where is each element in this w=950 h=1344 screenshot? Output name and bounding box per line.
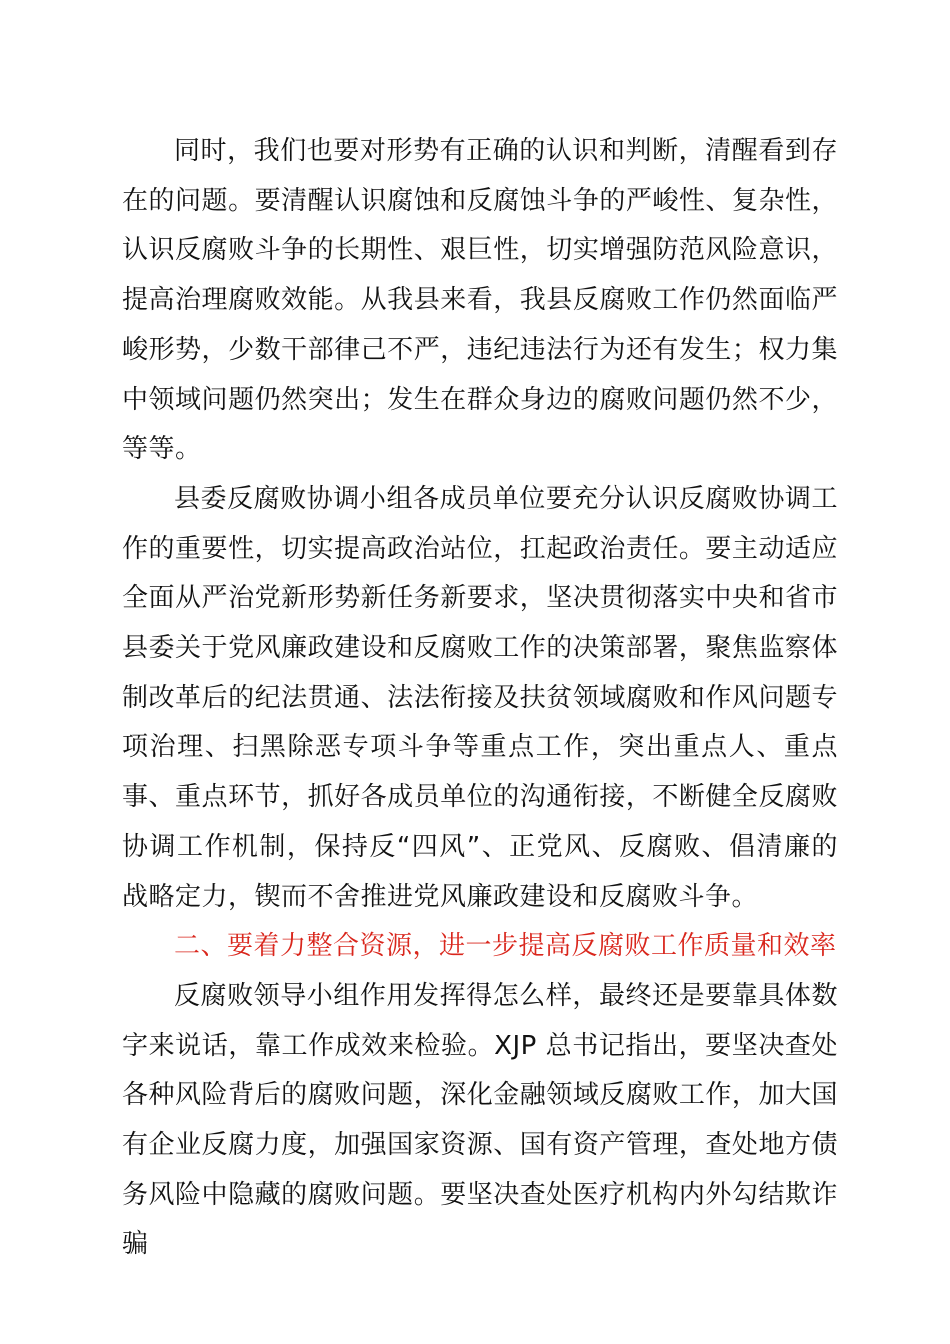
paragraph-situation: 同时，我们也要对形势有正确的认识和判断，清醒看到存在的问题。要清醒认识腐蚀和反腐蚀斗争的严峻性、复杂性，认识反腐败斗争的长期性、艰巨性，切实增强防范风险意识，提高治理腐败效能。从我县来看，我县反腐败工作仍然面临严峻形势，少数干部律己不严，违纪违法行为还有发生；权力集中领域问题仍然突出；发生在群众身边的腐败问题仍然不少，等等。 (122, 136, 838, 465)
paragraph-resources: 反腐败领导小组作用发挥得怎么样，最终还是要靠具体数字来说话，靠工作成效来检验。XJP 总书记指出，要坚决查处各种风险背后的腐败问题，深化金融领域反腐败工作，加大国有企业反腐力度，加强国家资源、国有资产管理，查处地方债务风险中隐藏的腐败问题。要坚决查处医疗机构内外勾结欺诈骗 (122, 980, 838, 1260)
paragraph-coordination: 县委反腐败协调小组各成员单位要充分认识反腐败协调工作的重要性，切实提高政治站位，扛起政治责任。要主动适应全面从严治党新形势新任务新要求，坚决贯彻落实中央和省市县委关于党风廉政建设和反腐败工作的决策部署，聚焦监察体制改革后的纪法贯通、法法衔接及扶贫领域腐败和作风问题专项治理、扫黑除恶专项斗争等重点工作，突出重点人、重点事、重点环节，抓好各成员单位的沟通衔接，不断健全反腐败协调工作机制，保持反“四风”、正党风、反腐败、倡清廉的战略定力，锲而不舍推进党风廉政建设和反腐败斗争。 (122, 483, 838, 912)
document-page (122, 127, 838, 1270)
section-heading: 二、要着力整合资源，进一步提高反腐败工作质量和效率 (174, 931, 837, 962)
